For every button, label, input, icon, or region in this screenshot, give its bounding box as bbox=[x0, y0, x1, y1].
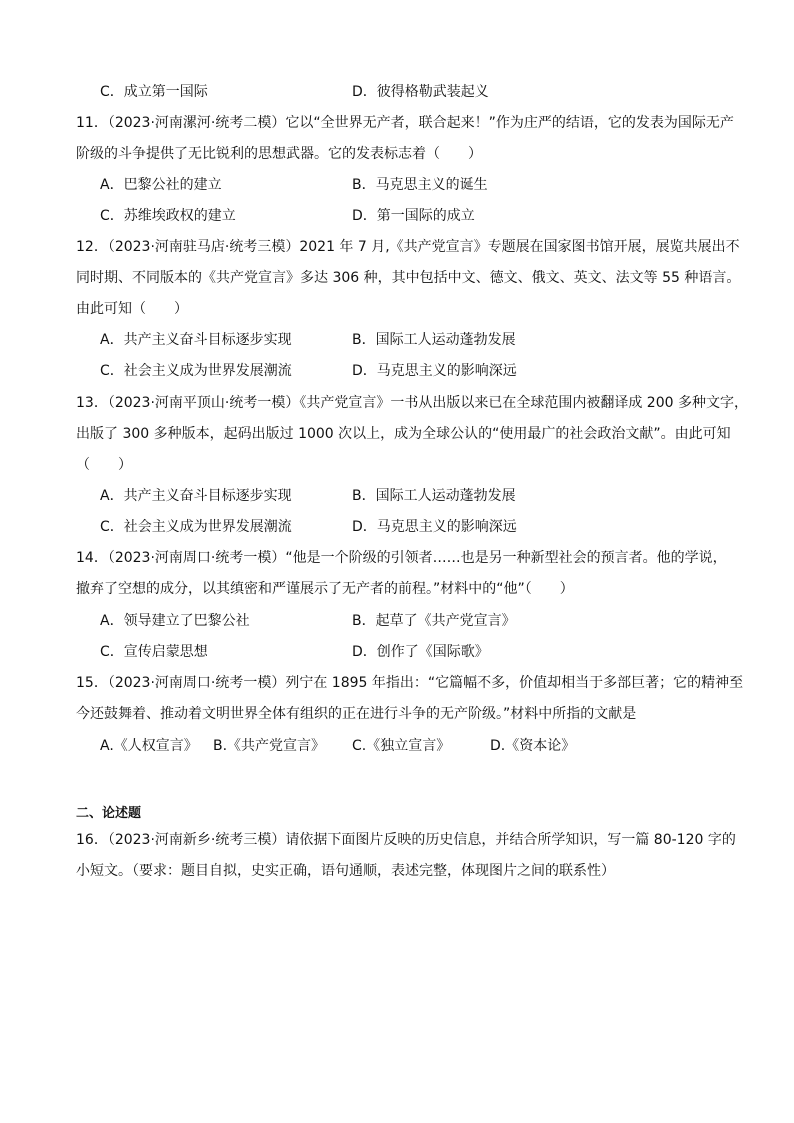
q13-option-a: A．共产主义奋斗目标逐步实现 bbox=[100, 488, 292, 504]
q12-stem-line1: 12．（2023·河南驻马店·统考三模）2021 年 7 月,《共产党宣言》专题展在国家图书馆开展，展览共展出不 bbox=[76, 239, 740, 255]
q13-option-b: B．国际工人运动蓬勃发展 bbox=[352, 488, 516, 504]
q12-option-c: C．社会主义成为世界发展潮流 bbox=[100, 363, 292, 379]
q12-stem-line2: 同时期、不同版本的《共产党宣言》多达 306 种，其中包括中文、德文、俄文、英文、法文等 55 种语言。 bbox=[76, 270, 741, 286]
q12-option-a: A．共产主义奋斗目标逐步实现 bbox=[100, 332, 292, 348]
q15-option-a: A.《人权宣言》 bbox=[100, 738, 198, 754]
q13-stem-line1: 13．（2023·河南平顶山·统考一模）《共产党宣言》一书从出版以来已在全球范围内被翻译成 200 多种文字， bbox=[76, 395, 748, 411]
q15-option-d: D.《资本论》 bbox=[490, 738, 576, 754]
q12-option-b: B．国际工人运动蓬勃发展 bbox=[352, 332, 516, 348]
q15-option-c: C.《独立宣言》 bbox=[352, 738, 451, 754]
q14-stem-line2: 撤弃了空想的成分，以其缜密和严谨展示了无产者的前程。”材料中的“他”（ ） bbox=[76, 581, 574, 597]
q14-option-d: D．创作了《国际歌》 bbox=[352, 644, 489, 660]
section-heading-essay: 二、论述题 bbox=[76, 806, 142, 821]
q12-stem-line3: 由此可知（ ） bbox=[76, 301, 188, 317]
q11-option-c: C．苏维埃政权的建立 bbox=[100, 208, 236, 224]
q11-option-a: A．巴黎公社的建立 bbox=[100, 177, 222, 193]
q13-option-d: D．马克思主义的影响深远 bbox=[352, 519, 517, 535]
q16-stem-line1: 16．（2023·河南新乡·统考三模）请依据下面图片反映的历史信息，并结合所学知识，写一篇 80-120 字的 bbox=[76, 832, 736, 848]
q14-option-b: B．起草了《共产党宣言》 bbox=[352, 613, 516, 629]
q14-stem-line1: 14．（2023·河南周口·统考一模）“他是一个阶级的引领者……也是另一种新型社会的预言者。他的学说， bbox=[76, 550, 727, 566]
q16-stem-line2: 小短文。（要求：题目自拟，史实正确，语句通顺，表述完整，体现图片之间的联系性） bbox=[76, 863, 615, 879]
q13-option-c: C．社会主义成为世界发展潮流 bbox=[100, 519, 292, 535]
q15-option-b: B.《共产党宣言》 bbox=[213, 738, 326, 754]
q11-option-d: D．第一国际的成立 bbox=[352, 208, 475, 224]
q11-option-b: B．马克思主义的诞生 bbox=[352, 177, 488, 193]
q13-stem-line3: （ ） bbox=[76, 457, 132, 473]
q14-option-a: A．领导建立了巴黎公社 bbox=[100, 613, 250, 629]
q11-stem-line1: 11．（2023·河南漯河·统考二模）它以“全世界无产者，联合起来！”作为庄严的结语，它的发表为国际无产 bbox=[76, 115, 734, 131]
q12-option-d: D．马克思主义的影响深远 bbox=[352, 363, 517, 379]
q14-option-c: C．宣传启蒙思想 bbox=[100, 644, 208, 660]
q10-option-d: D．彼得格勒武装起义 bbox=[352, 84, 489, 100]
q13-stem-line2: 出版了 300 多种版本，起码出版过 1000 次以上，成为全球公认的“使用最广的社会政治文献”。由此可知 bbox=[76, 426, 731, 442]
q15-stem-line2: 今还鼓舞着、推动着文明世界全体有组织的正在进行斗争的无产阶级。”材料中所指的文献是 bbox=[76, 706, 637, 722]
q15-stem-line1: 15．（2023·河南周口·统考一模）列宁在 1895 年指出：“它篇幅不多，价值却相当于多部巨著；它的精神至 bbox=[76, 675, 744, 691]
q11-stem-line2: 阶级的斗争提供了无比锐利的思想武器。它的发表标志着（ ） bbox=[76, 146, 482, 162]
q10-option-c: C．成立第一国际 bbox=[100, 84, 208, 100]
